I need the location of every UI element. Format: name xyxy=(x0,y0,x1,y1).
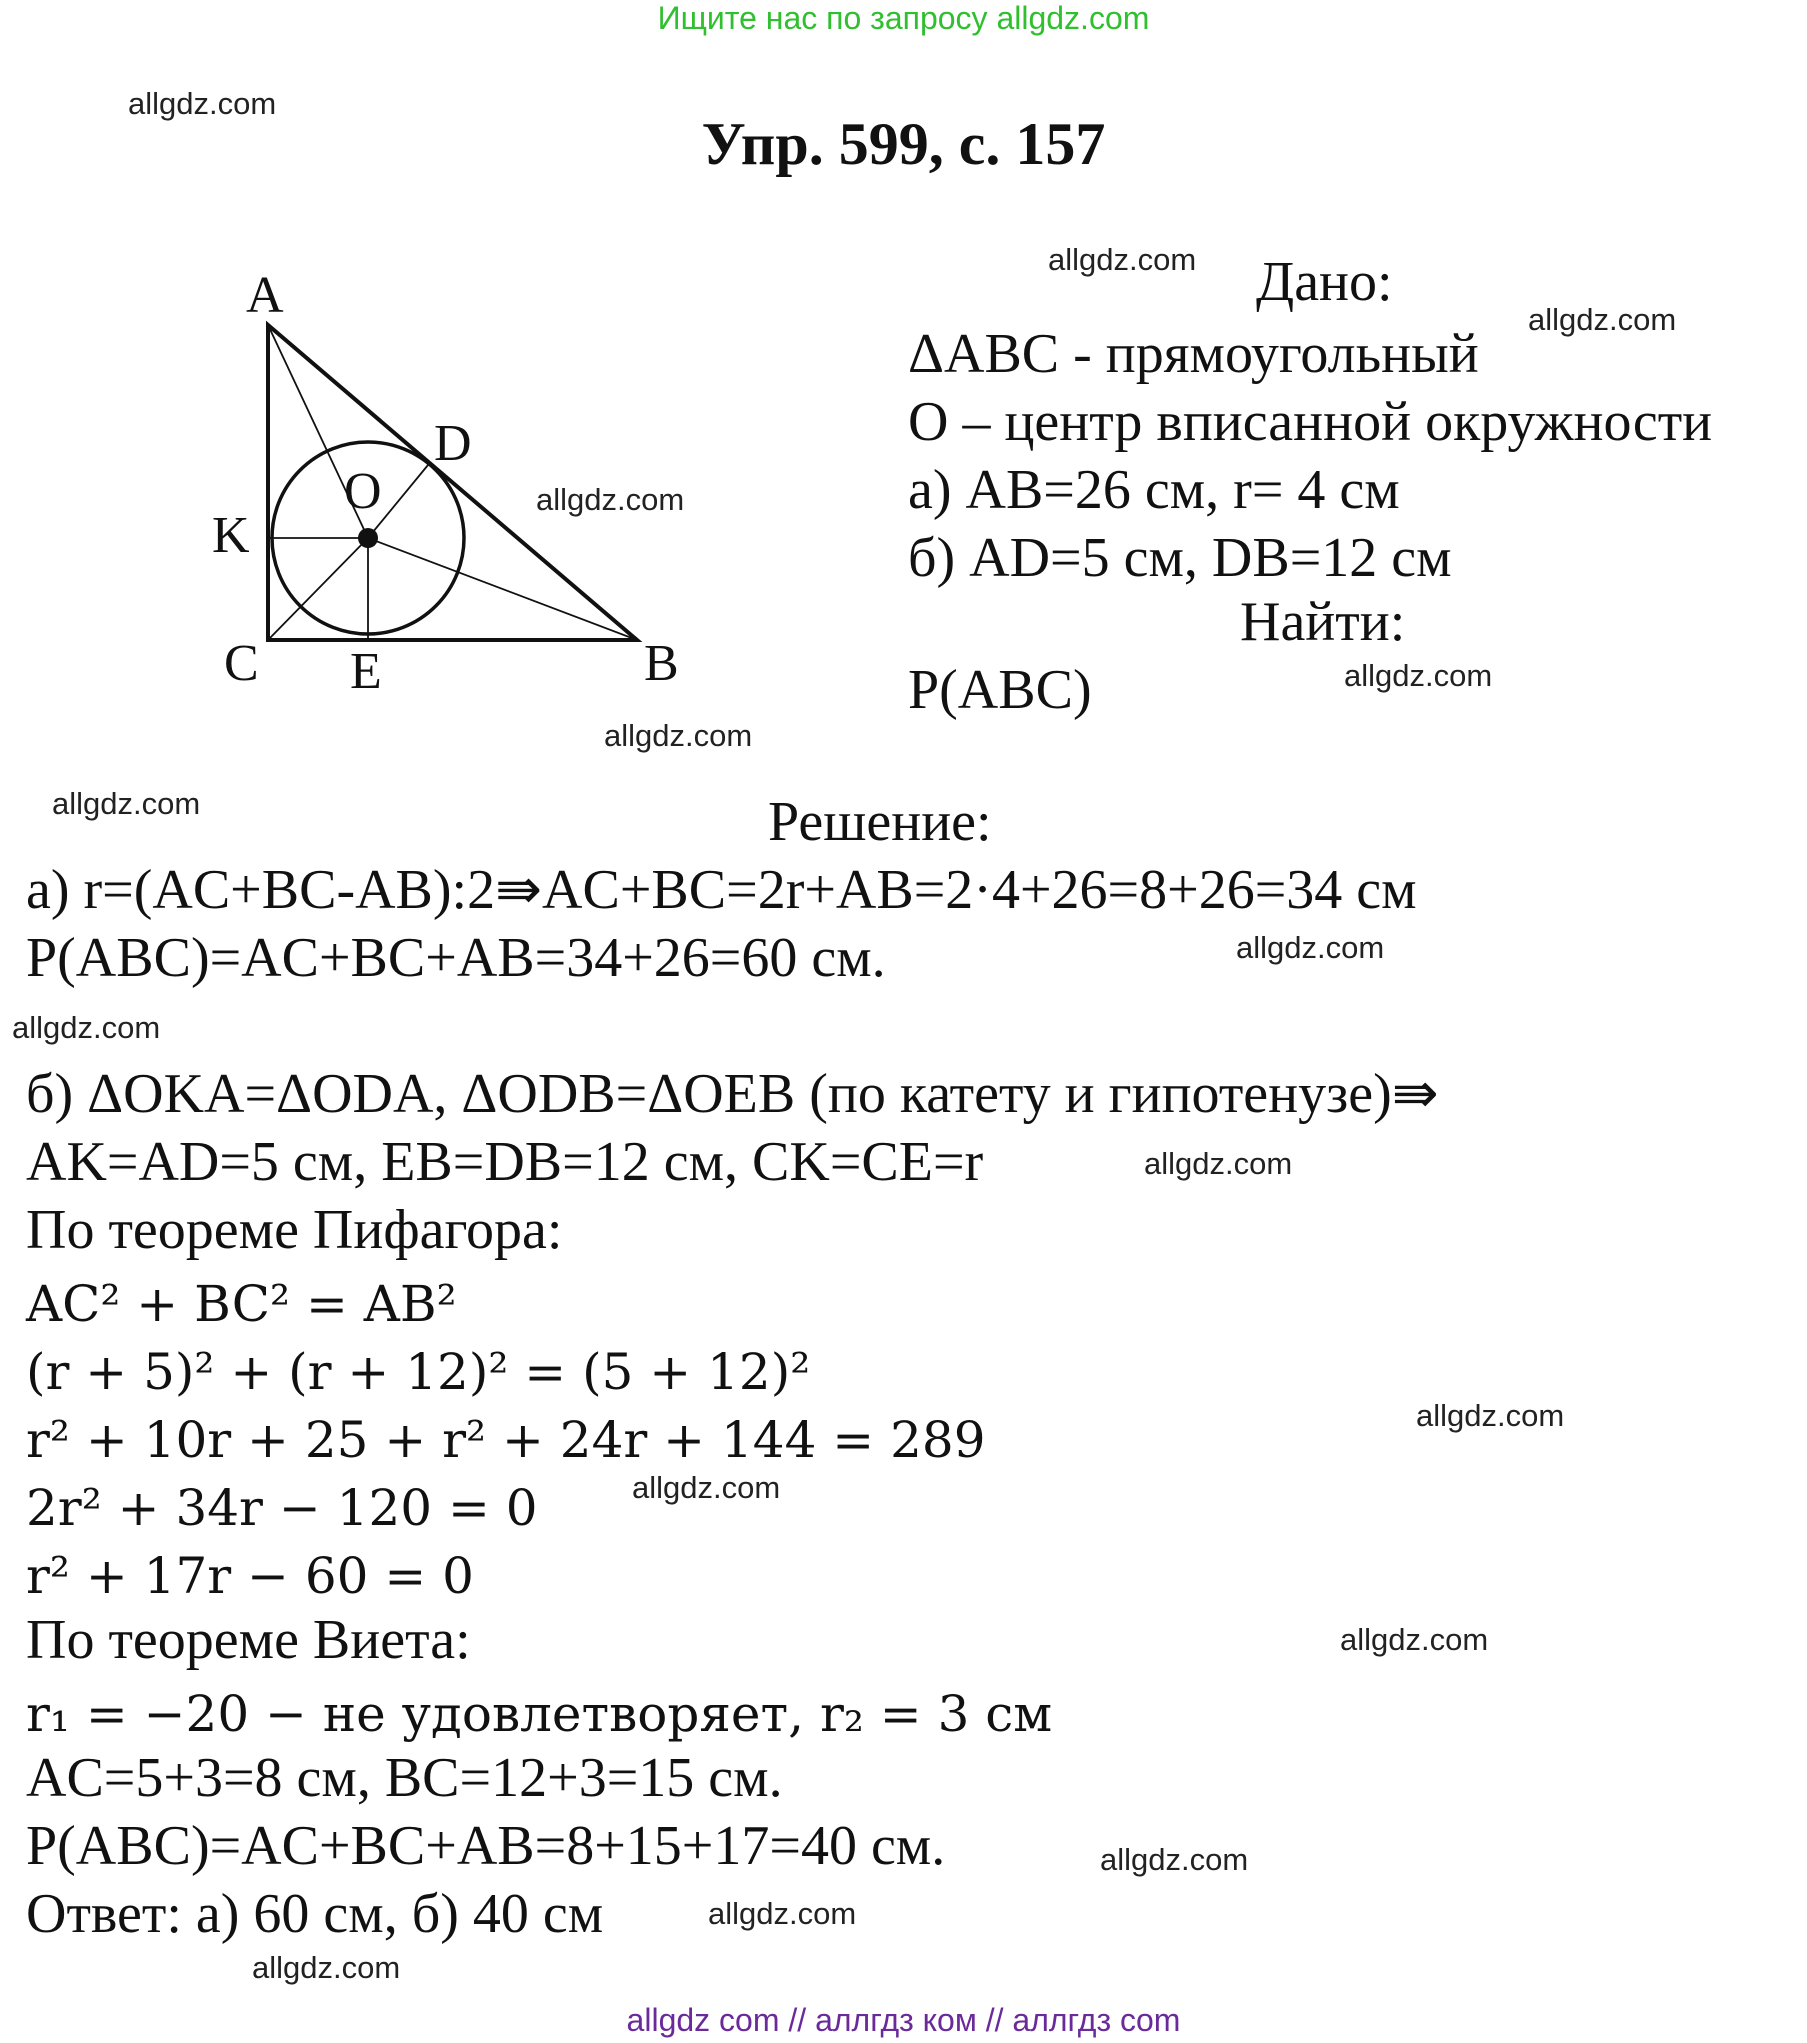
label-a: A xyxy=(246,267,284,324)
label-b: B xyxy=(644,635,679,692)
watermark: allgdz.com xyxy=(604,718,753,753)
solution-line: P(ABC)=AC+BC+AB=8+15+17=40 см. xyxy=(26,1815,946,1877)
segment-oc xyxy=(268,538,368,640)
answer-line: Ответ: а) 60 см, б) 40 см xyxy=(26,1883,604,1945)
watermark: allgdz.com xyxy=(12,1010,161,1045)
triangle-abc xyxy=(268,325,637,640)
find-value: P(ABC) xyxy=(908,659,1092,721)
solution-line: а) r=(AC+BC-AB):2⇛AC+BC=2r+AB=2·4+26=8+26=34 см xyxy=(26,859,1417,921)
given-heading: Дано: xyxy=(1256,251,1393,313)
footer-links[interactable]: allgdz com // аллгдз ком // аллгдз com xyxy=(626,2002,1181,2038)
given-line: а) AB=26 см, r= 4 см xyxy=(908,459,1400,521)
watermark: allgdz.com xyxy=(708,1896,857,1931)
center-point-o xyxy=(358,528,378,548)
solution-line: AC=5+3=8 см, BC=12+3=15 см. xyxy=(26,1747,783,1809)
vieta-heading: По теореме Виета: xyxy=(26,1609,471,1671)
label-c: C xyxy=(224,635,259,692)
given-line: ΔABC - прямоугольный xyxy=(908,323,1479,385)
top-banner[interactable]: Ищите нас по запросу allgdz.com xyxy=(657,0,1150,36)
find-heading: Найти: xyxy=(1240,591,1406,653)
watermark: allgdz.com xyxy=(1340,1622,1489,1657)
solution-line: AK=AD=5 см, EB=DB=12 см, CK=CE=r xyxy=(26,1131,984,1193)
watermark: allgdz.com xyxy=(536,482,685,517)
label-d: D xyxy=(434,415,472,472)
equation-2: (r + 5)² + (r + 12)² = (5 + 12)² xyxy=(26,1343,811,1401)
watermark: allgdz.com xyxy=(1528,302,1677,337)
solution-line: P(ABC)=AC+BC+AB=34+26=60 см. xyxy=(26,927,886,989)
label-o: O xyxy=(344,463,382,520)
watermark: allgdz.com xyxy=(1100,1842,1249,1877)
watermark: allgdz.com xyxy=(128,86,277,121)
solution-part-c xyxy=(26,1744,945,1948)
watermark: allgdz.com xyxy=(1048,242,1197,277)
watermark: allgdz.com xyxy=(632,1470,781,1505)
watermark: allgdz.com xyxy=(1144,1146,1293,1181)
watermark: allgdz.com xyxy=(1416,1398,1565,1433)
given-line: O – центр вписанной окружности xyxy=(908,391,1713,453)
given-block xyxy=(908,320,1712,592)
solution-part-b xyxy=(26,1060,1439,1264)
label-e: E xyxy=(350,643,382,700)
solution-line: По теореме Пифагора: xyxy=(26,1199,563,1261)
equation-3: r² + 10r + 25 + r² + 24r + 144 = 289 xyxy=(26,1411,986,1469)
solution-heading: Решение: xyxy=(768,791,992,853)
roots-line: r₁ = −20 − не удовлетворяет, r₂ = 3 см xyxy=(26,1685,1053,1743)
given-line: б) AD=5 см, DB=12 см xyxy=(908,527,1452,589)
triangle-figure xyxy=(200,260,720,710)
solution-line: б) ΔOKA=ΔODA, ΔODB=ΔOEB (по катету и гипотенузе)⇛ xyxy=(26,1063,1439,1125)
page-title: Упр. 599, с. 157 xyxy=(701,111,1106,177)
watermark: allgdz.com xyxy=(1344,658,1493,693)
label-k: K xyxy=(212,507,250,564)
watermark: allgdz.com xyxy=(1236,930,1385,965)
equation-4: 2r² + 34r − 120 = 0 xyxy=(26,1479,538,1537)
watermark: allgdz.com xyxy=(52,786,201,821)
solution-part-a xyxy=(26,856,1417,992)
watermark: allgdz.com xyxy=(252,1950,401,1985)
equation-5: r² + 17r − 60 = 0 xyxy=(26,1547,474,1605)
equation-1: AC² + BC² = AB² xyxy=(26,1275,457,1333)
